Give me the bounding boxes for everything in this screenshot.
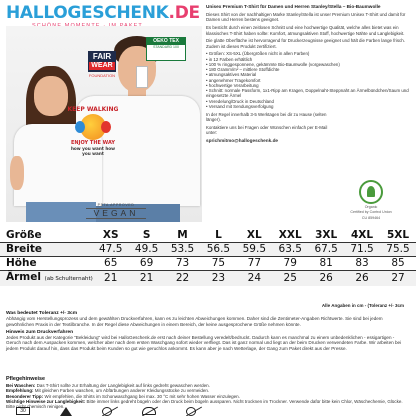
feature-item: • in 12 Farben erhältlich <box>206 57 412 62</box>
shirt-print-artwork: KEEP WALKING ENJOY THE WAY how you want how you want <box>67 106 119 156</box>
size-cell: 77 <box>236 257 272 271</box>
feature-item: • Versand mit Sendungsverfolgung <box>206 104 412 109</box>
feature-item: • hochwertige Verarbeitung <box>206 83 412 88</box>
size-cell: 26 <box>308 271 344 287</box>
size-header-cell: XS <box>102 229 119 241</box>
size-header-cell: XL <box>246 229 262 241</box>
description-paragraph: Die glatte Oberfläche ist hervorragend für Druckerzeugnisse geeignet und hält die Farben lange frisch. Zudem ist dieses Produkt zertifiziert. <box>206 38 405 49</box>
size-header-cell: S <box>142 229 151 241</box>
organic-leaf-icon <box>359 180 383 204</box>
size-header-cell: M <box>177 229 188 241</box>
contact-email-link[interactable]: sprichmitmo@hallogeschenk.de <box>206 138 279 143</box>
size-cell: 83 <box>344 257 380 271</box>
no-bleach-icon <box>60 407 72 416</box>
size-cell: 53.5 <box>165 243 201 257</box>
feature-item: • 100 % ringgesponnene, gekämmte Bio-Baumwolle (vorgewaschen) <box>206 62 412 67</box>
size-cell: 65 <box>93 257 129 271</box>
tolerance-text: Abhängig vom Herstellungsprozess und dem gewählten Druckverfahren, kann es zu leichten Abweichungen kommen. Daher sind die Zentimeter-Angaben Richtwerte. Sie sind bei jedem gewöhnlichen Praxis in der Textilbranche. In der Regel diese Abweichungen in einem Bereich, der keine ausgesprochene Größe nehmen könnte. <box>6 316 383 327</box>
description-paragraph: Dieses Shirt von der nachhaltigen Marke Stanley/Stella ist unser Premium Unisex T-Shirt und damit für Damen und Herren bestens geeignet. <box>206 12 406 23</box>
delivery-note: In der Regel innerhalb 3-5 Werktagen bei dir zu Hause (selten länger). <box>206 111 327 123</box>
size-row-sleeve <box>0 271 416 287</box>
care-symbols <box>16 407 196 416</box>
no-dry-clean-icon <box>186 407 196 416</box>
organic-certification-badge: Organic Certified by Control Union CU 859464 <box>340 180 402 220</box>
size-row-label: Breite <box>0 243 93 257</box>
product-photo <box>6 26 202 222</box>
size-row-height <box>0 257 416 271</box>
size-cell: 73 <box>165 257 201 271</box>
size-cell: 85 <box>380 257 416 271</box>
size-row-label: Höhe <box>0 257 93 271</box>
size-cell: 24 <box>236 271 272 287</box>
tolerance-heading: Was bedeutet Toleranz +/- 3cm <box>6 311 78 316</box>
care-line: Besonderer Tipp: Wir empfehlen, die Shirts im Schonwaschgang bei max. 30 °C mit sehr hohen Wasser einzulegen. <box>6 393 240 399</box>
care-line: Bei Waschen: Das T-Shirt sollte zur Erhaltung der Langlebigkeit auf links gedreht gewaschen werden. <box>6 383 210 388</box>
size-table-footnote: Alle Angaben in cm - (Toleranz +/- 3cm <box>321 303 404 308</box>
contact-note: Kontaktiere uns bei Fragen oder Wünschen einfach per E-Mail unter: <box>206 124 328 136</box>
size-cell: 25 <box>272 271 308 287</box>
product-description <box>206 4 412 146</box>
oeko-tex-badge: OEKO TEX STANDARD 100 <box>146 37 186 61</box>
size-cell: 71.5 <box>344 243 380 257</box>
print-heading: Hinweis zum Druckverfahren <box>6 329 74 335</box>
feature-item: • Größen: XS-5XL (Übergrößen nicht in allen Farben) <box>206 51 412 56</box>
care-heading: Pflegehinweise <box>6 376 45 382</box>
size-header-cell: L <box>215 229 222 241</box>
size-cell: 49.5 <box>129 243 165 257</box>
size-header-cell: 4XL <box>351 229 374 241</box>
info-section <box>6 311 410 354</box>
logo-wordmark: HALLOGESCHENK.DE <box>6 3 200 23</box>
hang-tag <box>136 66 148 88</box>
size-row-width <box>0 243 416 257</box>
size-cell: 75.5 <box>380 243 416 257</box>
size-cell: 81 <box>308 257 344 271</box>
size-cell: 26 <box>344 271 380 287</box>
size-cell: 21 <box>129 271 165 287</box>
feature-item: • Schnitt: normale Passform, 1x1-Ripp am Kragen, Doppelnaht-Steppnaht an Ärmelbündchen/Saum und eingesetzte Ärmel <box>206 88 412 99</box>
size-cell: 79 <box>272 257 308 271</box>
size-row-label: Ärmel (ab Schulternaht) <box>0 271 93 287</box>
size-cell: 21 <box>93 271 129 287</box>
size-header-cell: XXL <box>278 229 302 241</box>
feature-list <box>206 51 412 109</box>
fair-wear-badge: FAIR WEAR FOUNDATION <box>88 52 116 78</box>
size-cell: 47.5 <box>93 243 129 257</box>
size-cell: 69 <box>129 257 165 271</box>
no-tumble-dry-icon <box>102 407 112 416</box>
feature-item: • angenehmer Tragekomfort <box>206 78 412 83</box>
size-table <box>0 229 416 286</box>
size-row-note: (ab Schulternaht) <box>44 276 93 282</box>
size-cell: 27 <box>380 271 416 287</box>
wash-30-icon: 30 <box>16 407 30 415</box>
size-cell: 56.5 <box>200 243 236 257</box>
size-cell: 23 <box>200 271 236 287</box>
description-paragraph: Es besticht durch einen zeitlosen Schnitt und eine hochwertige Qualität, welche alles bietet was ein klassisches T-Shirt haben sollte: Komfort, atmungsaktiven Stoff, hochwertige Nähte und Langlebigkeit. <box>206 25 405 36</box>
feature-item: • atmungsaktives Material <box>206 72 412 77</box>
size-cell: 67.5 <box>308 243 344 257</box>
size-cell: 59.5 <box>236 243 272 257</box>
size-cell: 63.5 <box>272 243 308 257</box>
size-header-cell: 3XL <box>315 229 338 241</box>
size-header-label: Größe <box>6 229 42 241</box>
bird-illustration <box>80 114 106 140</box>
size-cell: 75 <box>200 257 236 271</box>
size-header-row <box>0 229 416 243</box>
care-instructions <box>6 383 410 409</box>
no-iron-icon <box>142 407 156 415</box>
peta-vegan-badge: PETA APPROVED VEGAN <box>86 203 146 219</box>
care-line: Empfehlung: Mit gleichen Farben waschen, um Abfärbungen anderer Kleidungsstücke zu vermeiden. <box>6 388 210 394</box>
print-text: Jedes Produkt aus der Kategorie "Bekleidung" wird bei HalloGeschenk.de erst nach deiner Bestellung veredelt/bedruckt. Dadurch kann es manchmal zu einem unbedenklichen - essigartigen - Geruch nach dem Auspacken kommen, welcher aber nach dem ersten Waschgang sofort wieder verfliegt. Das ist ganz normal und liegt an der beim Drucken verwendeten Farbe. Wir arbeiten bei jedem Produkt darauf hin, dass das Produkt beim Kunden so gut wie geruchlos ankommt. Es kann aber je nach Wetterlage, der Gang zum Paket direkt aus der Presse. <box>6 335 402 351</box>
feature-item: • 180 Gramm/m² – mittlere Stoffdichte <box>206 67 412 72</box>
size-header-cell: 5XL <box>386 229 410 241</box>
size-cell: 22 <box>165 271 201 287</box>
care-line: Wichtige Hinweise zur Langlebigkeit: Bitte immer links gedreht bügeln oder den Druck beim bügeln aussparen. Nicht trocknen im Trockner. Verwende dafür bitte kein Chlor, Wäschechemie, Glücke. Bitte nicht chemisch reinigen. <box>6 398 403 410</box>
product-title: Unisex Premium T-Shirt für Damen und Herren Stanley/Stella – Bio-Baumwolle <box>206 4 381 9</box>
feature-item: • Veredelung/Druck in Deutschland <box>206 99 412 104</box>
